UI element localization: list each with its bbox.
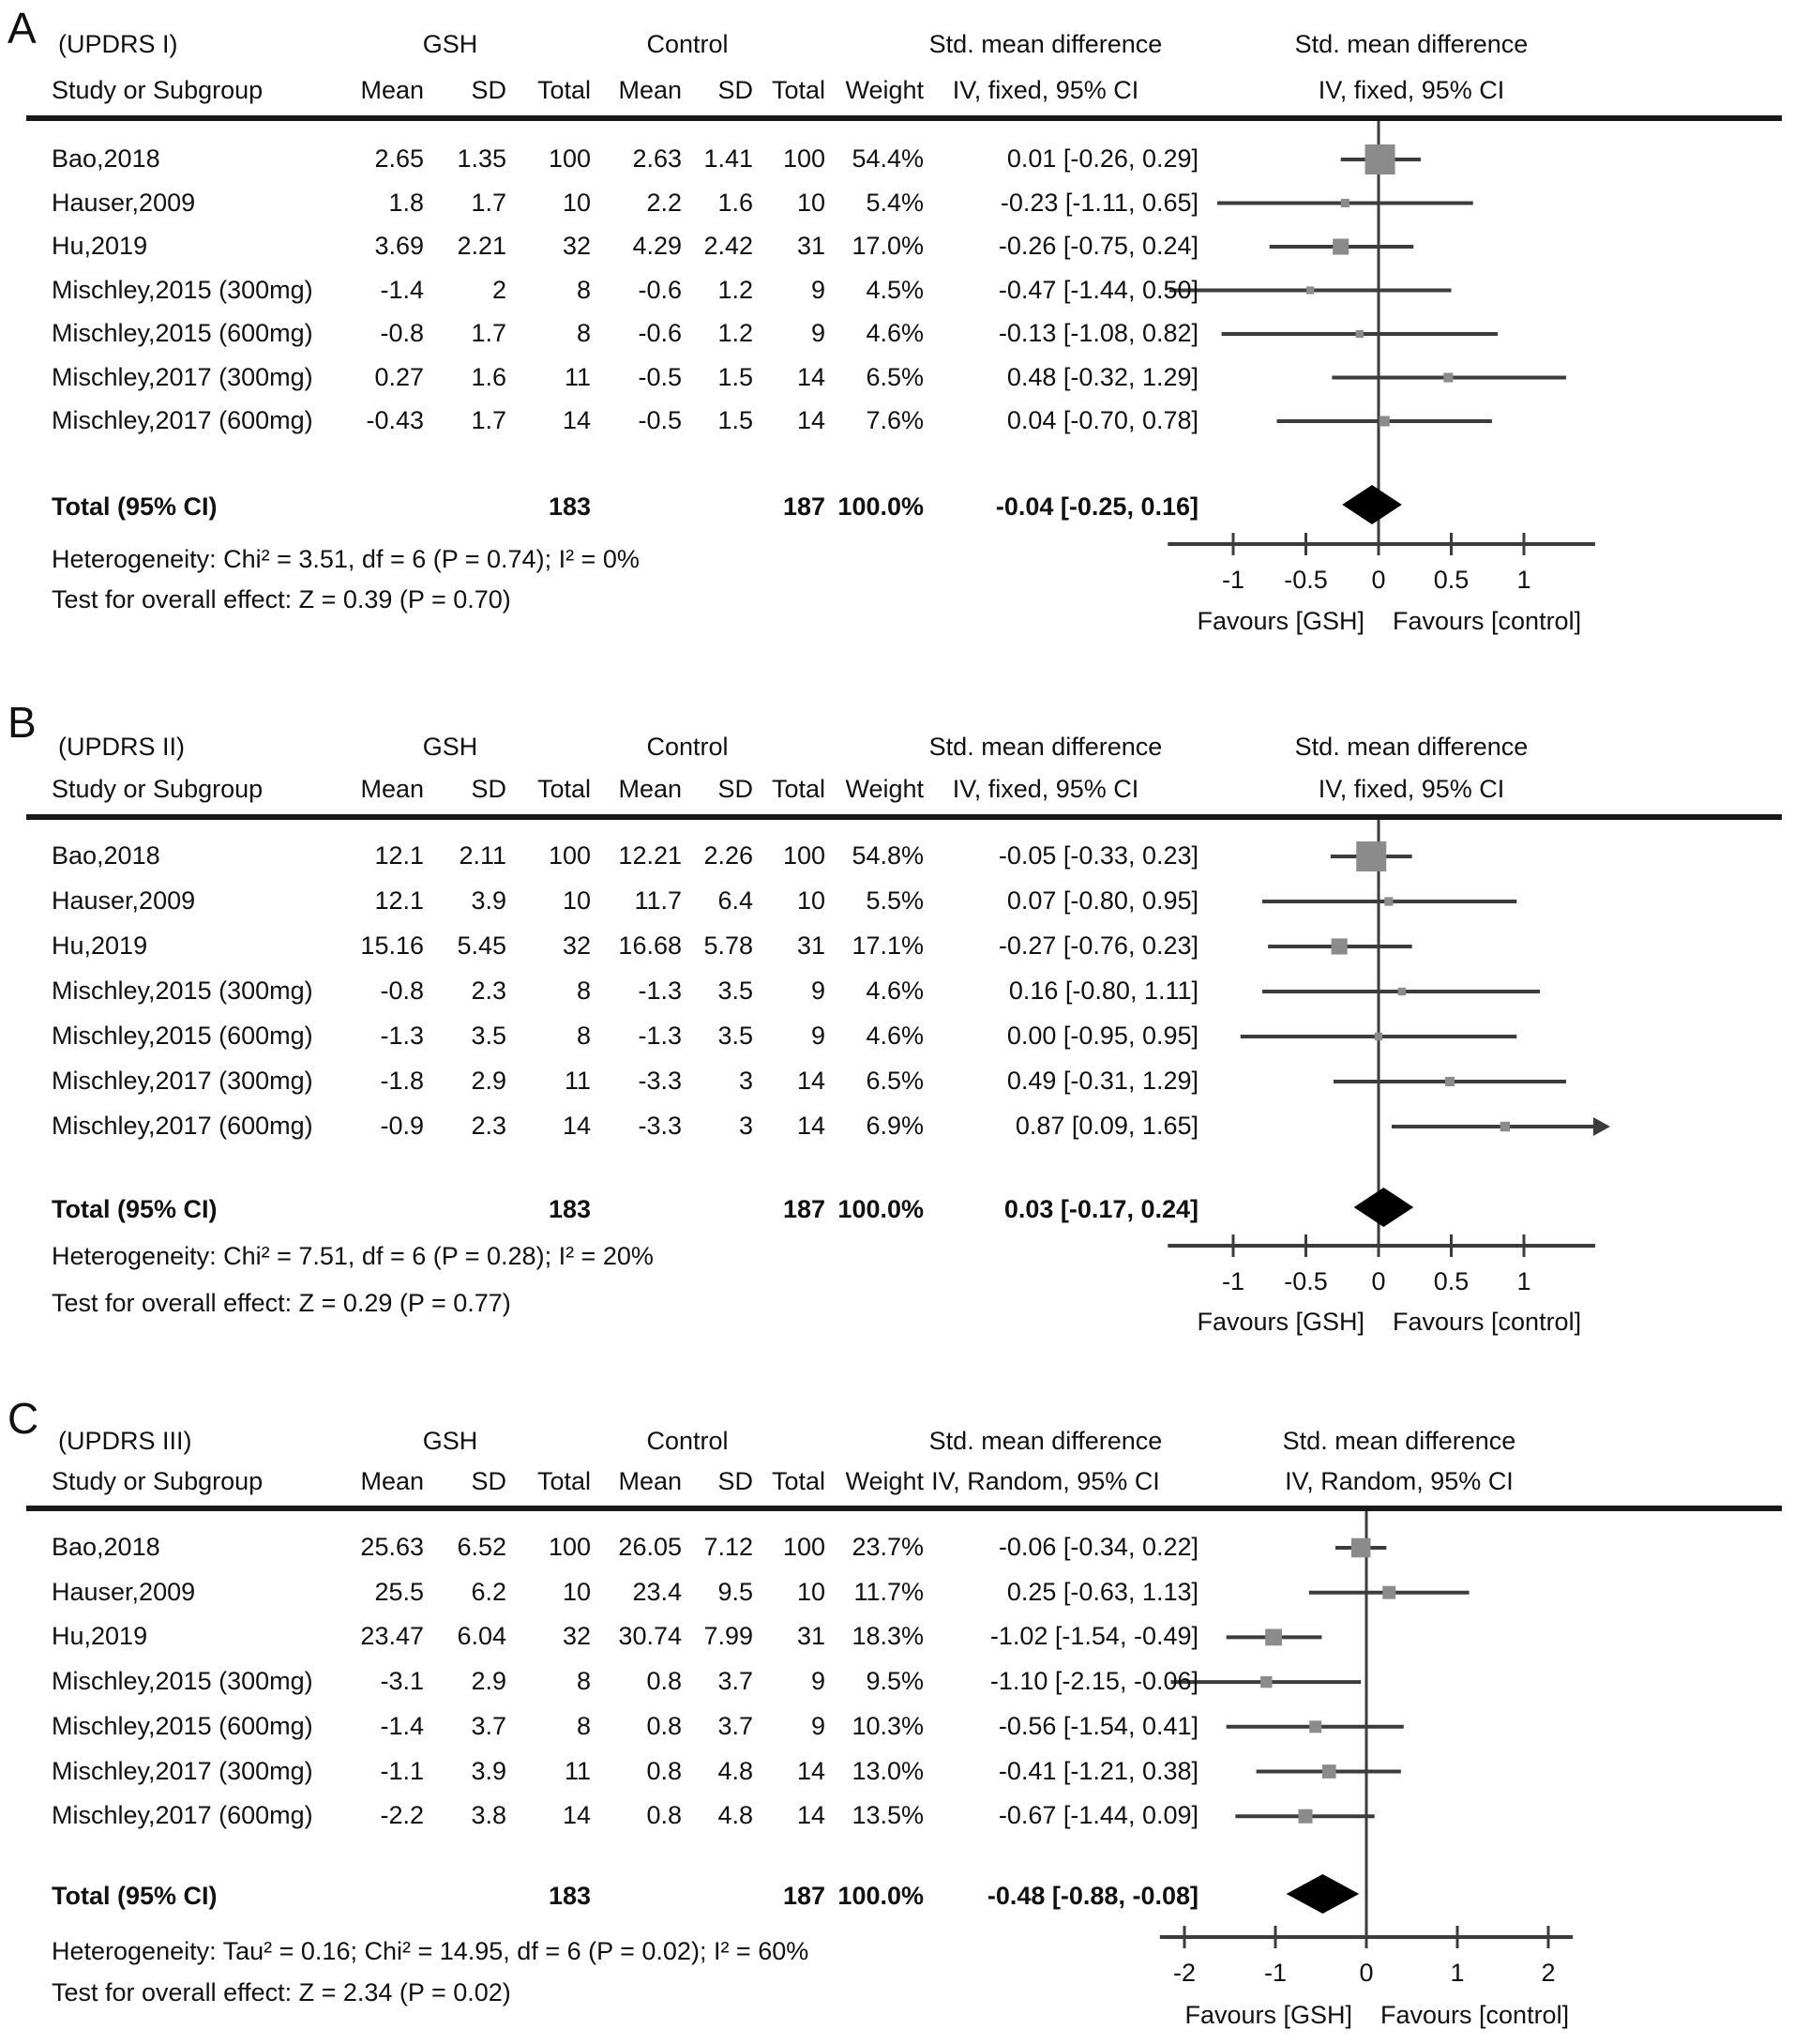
mean-gsh: -3.1 [380,1667,424,1696]
col-header-mean-gsh: Mean [360,1467,424,1495]
sd-control: 5.78 [703,931,753,960]
axis-tick-label: 0 [1371,1267,1386,1295]
study-name: Mischley,2017 (300mg) [52,1067,313,1095]
ci-text: 0.48 [-0.32, 1.29] [1006,362,1199,391]
mean-gsh: -0.8 [380,977,424,1005]
total-control: 100 [782,144,825,173]
effect-header-plot-col: Std. mean difference [1294,30,1529,58]
col-header-mean-gsh: Mean [360,775,424,803]
sd-control: 4.8 [717,1801,753,1830]
overall-effect-text: Test for overall effect: Z = 0.39 (P = 0.70) [52,585,511,613]
sd-control: 3.7 [717,1711,753,1740]
study-name: Mischley,2017 (600mg) [52,1801,313,1830]
mean-control: 0.8 [646,1756,682,1785]
sd-control: 7.12 [703,1533,753,1561]
favours-right-label: Favours [control] [1380,2001,1570,2029]
axis-tick-label: 1 [1516,566,1531,594]
total-gsh: 10 [562,886,591,915]
study-name: Hu,2019 [52,232,148,260]
weight-value: 17.0% [852,232,924,260]
ci-text: -0.27 [-0.76, 0.23] [998,931,1199,960]
study-name: Mischley,2017 (600mg) [52,1112,313,1140]
weight-value: 6.5% [866,1067,924,1095]
ci-text: -0.67 [-1.44, 0.09] [998,1801,1199,1830]
mean-gsh: -1.4 [380,1711,424,1740]
sd-gsh: 3.8 [471,1801,506,1830]
sd-control: 3.5 [717,977,753,1005]
effect-header-text-col: Std. mean difference [928,733,1163,761]
ci-text: 0.87 [0.09, 1.65] [1015,1112,1199,1140]
model-header-plot-col: IV, Random, 95% CI [1285,1467,1514,1495]
weight-value: 23.7% [852,1533,924,1561]
mean-control: 2.63 [632,144,682,173]
total-control: 31 [796,1622,825,1651]
sd-gsh: 5.45 [457,931,506,960]
ci-text: -0.23 [-1.11, 0.65] [1000,188,1199,217]
sd-gsh: 2.3 [471,977,506,1005]
study-name: Hu,2019 [52,1622,148,1651]
total-gsh: 8 [576,319,591,347]
mean-control: 26.05 [618,1533,682,1561]
sd-gsh: 2.9 [471,1667,506,1696]
favours-left-label: Favours [GSH] [1184,2001,1352,2029]
axis-tick-label: -1 [1263,1959,1288,1987]
col-header-study: Study or Subgroup [52,76,264,104]
sd-gsh: 2.3 [471,1112,506,1140]
sd-gsh: 3.7 [471,1711,506,1740]
ci-text: 0.16 [-0.80, 1.11] [1008,977,1199,1005]
total-control: 14 [796,1067,825,1095]
total-gsh: 11 [564,1067,591,1095]
mean-control: -0.6 [638,275,682,304]
model-header-text-col: IV, fixed, 95% CI [952,76,1139,104]
sd-gsh: 6.2 [471,1577,506,1606]
sd-gsh: 2.11 [459,841,506,870]
total-control: 31 [796,232,825,260]
sd-control: 3 [738,1067,753,1095]
sd-gsh: 6.52 [457,1533,506,1561]
total-control: 14 [796,1801,825,1830]
mean-control: 11.7 [634,886,682,915]
ci-text: -0.26 [-0.75, 0.24] [998,232,1199,260]
study-name: Mischley,2015 (600mg) [52,319,313,347]
sd-gsh: 1.6 [471,362,506,391]
weight-value: 9.5% [866,1667,924,1696]
total-weight: 100.0% [837,1195,924,1223]
mean-control: -0.5 [638,406,682,434]
total-gsh: 14 [562,1801,591,1830]
mean-gsh: -1.8 [380,1067,424,1095]
sd-control: 3.5 [717,1022,753,1050]
sd-control: 6.4 [717,886,753,915]
axis-tick-label: 0 [1359,1959,1374,1987]
col-header-sd-control: SD [717,76,753,104]
mean-gsh: -1.1 [380,1756,424,1785]
total-control: 14 [796,406,825,434]
mean-gsh: 15.16 [360,931,424,960]
axis-tick-label: 0.5 [1433,1267,1470,1295]
outcome-label: (UPDRS I) [58,30,178,58]
mean-gsh: 25.63 [360,1533,424,1561]
axis-tick-label: -0.5 [1284,1267,1328,1295]
total-n-gsh: 183 [548,1195,591,1223]
axis-tick-label: -0.5 [1284,566,1328,594]
mean-control: 0.8 [646,1667,682,1696]
weight-value: 4.6% [866,1022,924,1050]
treatment-group-header: GSH [422,30,478,58]
mean-control: -1.3 [638,977,682,1005]
total-control: 9 [810,1711,825,1740]
mean-gsh: -1.3 [380,1022,424,1050]
control-group-header: Control [646,733,729,761]
overall-effect-text: Test for overall effect: Z = 0.29 (P = 0.77) [52,1289,511,1317]
sd-control: 1.5 [717,406,753,434]
total-control: 14 [796,362,825,391]
sd-control: 3.7 [717,1667,753,1696]
total-gsh: 8 [576,1667,591,1696]
col-header-sd-gsh: SD [471,775,506,803]
panel-label-C: C [8,1394,39,1443]
sd-gsh: 3.9 [471,1756,506,1785]
col-header-total-gsh: Total [536,775,591,803]
treatment-group-header: GSH [422,1427,478,1455]
weight-value: 18.3% [852,1622,924,1651]
study-name: Mischley,2017 (300mg) [52,362,313,391]
col-header-weight: Weight [845,76,924,104]
weight-value: 5.4% [866,188,924,217]
effect-header-plot-col: Std. mean difference [1294,733,1529,761]
mean-control: 23.4 [632,1577,682,1606]
heterogeneity-text: Heterogeneity: Chi² = 7.51, df = 6 (P = 0.28); I² = 20% [52,1242,654,1270]
sd-control: 7.99 [703,1622,753,1651]
control-group-header: Control [646,30,729,58]
col-header-total-control: Total [771,1467,825,1495]
outcome-label: (UPDRS III) [58,1427,192,1455]
axis-tick-label: -2 [1172,1959,1197,1987]
total-control: 100 [782,1533,825,1561]
sd-gsh: 6.04 [457,1622,506,1651]
overall-effect-text: Test for overall effect: Z = 2.34 (P = 0.02) [52,1978,511,2006]
mean-control: -1.3 [638,1022,682,1050]
model-header-text-col: IV, fixed, 95% CI [952,775,1139,803]
total-gsh: 32 [562,931,591,960]
sd-control: 1.2 [717,275,753,304]
total-gsh: 14 [562,1112,591,1140]
mean-gsh: 1.8 [388,188,424,217]
ci-text: -1.10 [-2.15, -0.06] [989,1667,1199,1696]
study-name: Mischley,2015 (600mg) [52,1022,313,1050]
total-control: 31 [796,931,825,960]
study-name: Hauser,2009 [52,1577,196,1606]
ci-text: -0.41 [-1.21, 0.38] [998,1756,1199,1785]
total-control: 9 [810,977,825,1005]
mean-control: -3.3 [638,1067,682,1095]
weight-value: 17.1% [852,931,924,960]
ci-text: 0.49 [-0.31, 1.29] [1006,1067,1199,1095]
col-header-sd-gsh: SD [471,1467,506,1495]
sd-control: 1.41 [703,144,753,173]
mean-gsh: -0.8 [380,319,424,347]
axis-tick-label: -1 [1221,1267,1245,1295]
model-header-plot-col: IV, fixed, 95% CI [1318,76,1505,104]
mean-gsh: -1.4 [380,275,424,304]
total-n-control: 187 [782,1195,825,1223]
axis-tick-label: 0.5 [1433,566,1470,594]
ci-text: -1.02 [-1.54, -0.49] [989,1622,1199,1651]
axis-tick-label: 1 [1516,1267,1531,1295]
col-header-mean-control: Mean [618,1467,682,1495]
total-gsh: 14 [562,406,591,434]
study-name: Mischley,2015 (600mg) [52,1711,313,1740]
axis-tick-label: 2 [1541,1959,1556,1987]
sd-control: 2.26 [703,841,753,870]
sd-control: 1.5 [717,362,753,391]
mean-gsh: -2.2 [380,1801,424,1830]
total-ci-text: -0.04 [-0.25, 0.16] [995,492,1199,521]
total-ci-text: 0.03 [-0.17, 0.24] [1003,1195,1199,1223]
heterogeneity-text: Heterogeneity: Tau² = 0.16; Chi² = 14.95, df = 6 (P = 0.02); I² = 60% [52,1937,809,1965]
mean-control: 2.2 [646,188,682,217]
weight-value: 54.4% [852,144,924,173]
sd-control: 1.2 [717,319,753,347]
total-control: 9 [810,319,825,347]
total-control: 14 [796,1756,825,1785]
total-gsh: 32 [562,1622,591,1651]
total-gsh: 8 [576,977,591,1005]
sd-gsh: 3.9 [471,886,506,915]
mean-control: 16.68 [618,931,682,960]
axis-tick-label: -1 [1221,566,1245,594]
sd-gsh: 3.5 [471,1022,506,1050]
ci-text: -0.47 [-1.44, 0.50] [998,275,1199,304]
favours-left-label: Favours [GSH] [1197,607,1364,635]
total-gsh: 10 [562,1577,591,1606]
total-gsh: 8 [576,275,591,304]
weight-value: 10.3% [852,1711,924,1740]
ci-text: 0.07 [-0.80, 0.95] [1006,886,1199,915]
study-name: Mischley,2017 (600mg) [52,406,313,434]
total-label: Total (95% CI) [52,1195,218,1223]
weight-value: 4.5% [866,275,924,304]
panel-label-A: A [8,4,37,53]
mean-control: -0.5 [638,362,682,391]
mean-gsh: -0.9 [380,1112,424,1140]
mean-gsh: 2.65 [374,144,424,173]
total-control: 10 [796,1577,825,1606]
sd-gsh: 2 [491,275,506,304]
favours-right-label: Favours [control] [1393,1308,1582,1336]
weight-value: 11.7% [853,1577,924,1606]
col-header-mean-control: Mean [618,775,682,803]
weight-value: 6.9% [866,1112,924,1140]
total-control: 14 [796,1112,825,1140]
favours-right-label: Favours [control] [1393,607,1582,635]
col-header-total-control: Total [771,76,825,104]
study-name: Bao,2018 [52,1533,160,1561]
total-label: Total (95% CI) [52,1882,218,1910]
favours-left-label: Favours [GSH] [1197,1308,1364,1336]
mean-control: -0.6 [638,319,682,347]
mean-gsh: 3.69 [374,232,424,260]
treatment-group-header: GSH [422,733,478,761]
ci-text: -0.56 [-1.54, 0.41] [998,1711,1199,1740]
sd-control: 3 [738,1112,753,1140]
total-gsh: 11 [564,362,591,391]
effect-header-text-col: Std. mean difference [928,1427,1163,1455]
weight-value: 4.6% [866,977,924,1005]
mean-control: 0.8 [646,1711,682,1740]
total-gsh: 32 [562,232,591,260]
col-header-total-control: Total [771,775,825,803]
total-n-gsh: 183 [548,1882,591,1910]
col-header-mean-gsh: Mean [360,76,424,104]
mean-control: 0.8 [646,1801,682,1830]
weight-value: 13.5% [852,1801,924,1830]
study-name: Hauser,2009 [52,188,196,217]
ci-text: 0.00 [-0.95, 0.95] [1006,1022,1199,1050]
total-control: 9 [810,1667,825,1696]
col-header-weight: Weight [845,1467,924,1495]
total-gsh: 100 [548,1533,591,1561]
outcome-label: (UPDRS II) [58,733,185,761]
weight-value: 54.8% [852,841,924,870]
mean-gsh: 12.1 [374,841,424,870]
total-label: Total (95% CI) [52,492,218,521]
weight-value: 13.0% [852,1756,924,1785]
study-name: Hu,2019 [52,931,148,960]
ci-text: -0.13 [-1.08, 0.82] [998,319,1199,347]
total-gsh: 8 [576,1711,591,1740]
ci-text: -0.06 [-0.34, 0.22] [998,1533,1199,1561]
sd-gsh: 1.7 [471,188,506,217]
col-header-study: Study or Subgroup [52,775,264,803]
model-header-plot-col: IV, fixed, 95% CI [1318,775,1505,803]
weight-value: 4.6% [866,319,924,347]
mean-gsh: -0.43 [366,406,424,434]
total-weight: 100.0% [837,1882,924,1910]
sd-gsh: 1.7 [471,406,506,434]
mean-gsh: 12.1 [374,886,424,915]
panel-label-B: B [8,698,37,747]
mean-control: 30.74 [618,1622,682,1651]
total-gsh: 100 [548,144,591,173]
mean-control: 12.21 [618,841,682,870]
mean-gsh: 0.27 [374,362,424,391]
control-group-header: Control [646,1427,729,1455]
ci-text: -0.05 [-0.33, 0.23] [998,841,1199,870]
col-header-sd-control: SD [717,775,753,803]
axis-tick-label: 0 [1371,566,1386,594]
sd-control: 4.8 [717,1756,753,1785]
total-gsh: 10 [562,188,591,217]
sd-control: 1.6 [717,188,753,217]
study-name: Mischley,2015 (300mg) [52,275,313,304]
study-name: Bao,2018 [52,841,160,870]
sd-gsh: 2.21 [457,232,506,260]
axis-tick-label: 1 [1450,1959,1465,1987]
col-header-sd-control: SD [717,1467,753,1495]
total-control: 10 [796,188,825,217]
sd-gsh: 1.35 [457,144,506,173]
study-name: Mischley,2015 (300mg) [52,977,313,1005]
col-header-mean-control: Mean [618,76,682,104]
total-ci-text: -0.48 [-0.88, -0.08] [987,1882,1199,1910]
total-control: 100 [782,841,825,870]
heterogeneity-text: Heterogeneity: Chi² = 3.51, df = 6 (P = 0.74); I² = 0% [52,545,640,573]
total-gsh: 8 [576,1022,591,1050]
mean-gsh: 23.47 [360,1622,424,1651]
weight-value: 5.5% [866,886,924,915]
mean-gsh: 25.5 [374,1577,424,1606]
total-control: 9 [810,1022,825,1050]
col-header-sd-gsh: SD [471,76,506,104]
total-gsh: 100 [548,841,591,870]
effect-header-text-col: Std. mean difference [928,30,1163,58]
mean-control: 4.29 [632,232,682,260]
total-control: 10 [796,886,825,915]
total-n-gsh: 183 [548,492,591,521]
study-name: Mischley,2015 (300mg) [52,1667,313,1696]
ci-text: 0.04 [-0.70, 0.78] [1006,406,1199,434]
mean-control: -3.3 [638,1112,682,1140]
total-control: 9 [810,275,825,304]
study-name: Hauser,2009 [52,886,196,915]
model-header-text-col: IV, Random, 95% CI [931,1467,1160,1495]
total-weight: 100.0% [837,492,924,521]
col-header-total-gsh: Total [536,1467,591,1495]
ci-text: 0.01 [-0.26, 0.29] [1006,144,1199,173]
weight-value: 6.5% [866,362,924,391]
weight-value: 7.6% [866,406,924,434]
col-header-total-gsh: Total [536,76,591,104]
study-name: Mischley,2017 (300mg) [52,1756,313,1785]
col-header-study: Study or Subgroup [52,1467,264,1495]
ci-text: 0.25 [-0.63, 1.13] [1006,1577,1199,1606]
total-n-control: 187 [782,492,825,521]
total-n-control: 187 [782,1882,825,1910]
sd-control: 9.5 [717,1577,753,1606]
sd-gsh: 2.9 [471,1067,506,1095]
effect-header-plot-col: Std. mean difference [1282,1427,1516,1455]
sd-gsh: 1.7 [471,319,506,347]
col-header-weight: Weight [845,775,924,803]
total-gsh: 11 [564,1756,591,1785]
study-name: Bao,2018 [52,144,160,173]
sd-control: 2.42 [703,232,753,260]
